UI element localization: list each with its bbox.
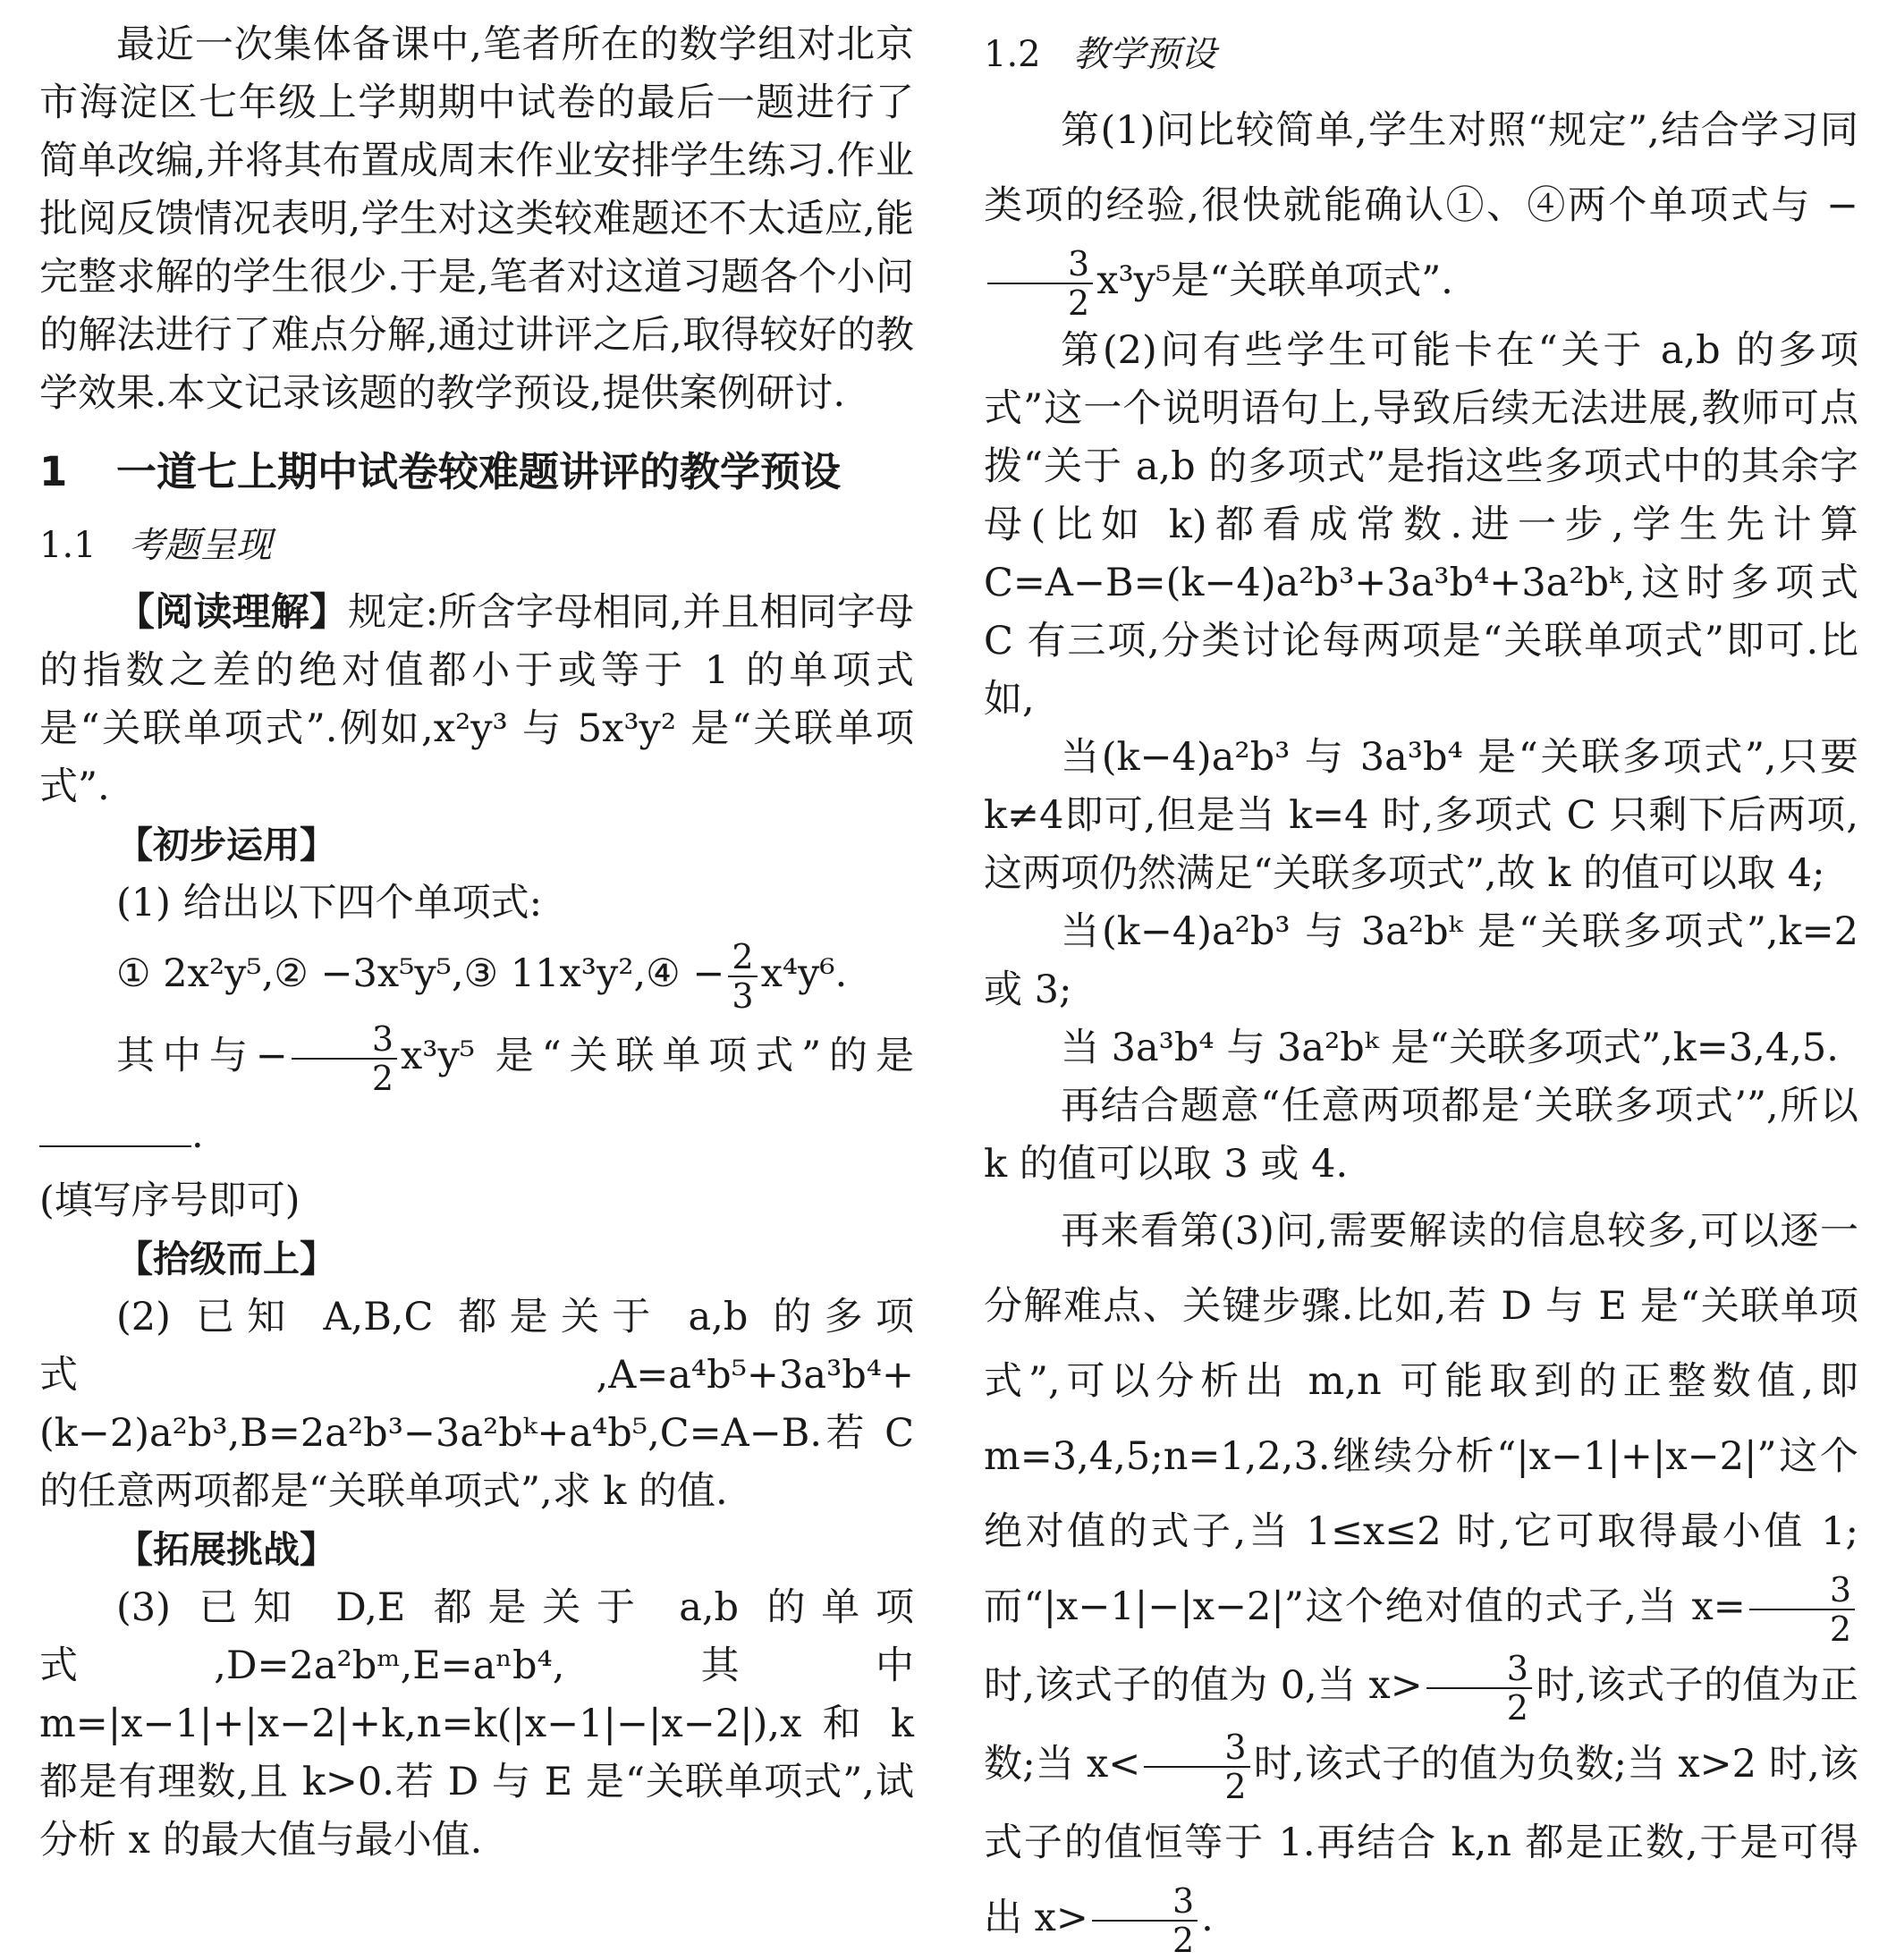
p1-fraction <box>987 245 1093 322</box>
label-apply: 【初步运用】 <box>116 824 336 866</box>
reading-text: 规定:所含字母相同,并且相同字母的指数之差的绝对值都小于或等于 1 的单项式是“关联单项式”.例如,x²y³ 与 5x³y² 是“关联单项式”. <box>39 590 915 809</box>
fraction-numerator: 3 <box>292 1020 397 1060</box>
fraction-numerator: 3 <box>1426 1650 1532 1689</box>
answer-blank <box>39 1110 191 1147</box>
subsection-heading-1-2 <box>984 23 1858 86</box>
q1-ask-a: 其中与− <box>116 1034 288 1078</box>
label-reading: 【阅读理解】 <box>116 590 349 635</box>
p2: 第(2)问有些学生可能卡在“关于 a,b 的多项式”这一个说明语句上,导致后续无法进展,教师可点拨“关于 a,b 的多项式”是指这些多项式中的其余字母(比如 k)都看成常数.进一步,学生先计算 C=A−B=(k−4)a²b³+3a³b⁴+3a²bᵏ,这时多项式 C 有三项,分类讨论每两项是“关联单项式”即可.比如, <box>984 328 1858 722</box>
q1-end: . <box>191 1112 204 1157</box>
p7-e: . <box>1201 1896 1214 1940</box>
fraction-numerator: 3 <box>1749 1571 1855 1610</box>
right-column <box>984 16 1858 1959</box>
subsection-heading-1-1 <box>39 514 914 577</box>
p7-a: 再来看第(3)问,需要解读的信息较多,可以逐一分解难点、关键步骤.比如,若 D 与 E 是“关联单项式”,可以分析出 m,n 可能取到的正整数值,即 m=3,4,5;n=1,2,3.继续分析“|x−1|+|x−2|”这个绝对值的式子,当 1≤x≤2 时,它可取得最小值 1;而“|x−1|−|x−2|”这个绝对值的式子,当 x= <box>984 1209 1858 1629</box>
fraction-denominator: 2 <box>1224 1767 1247 1806</box>
section-title: 一道七上期中试卷较难题讲评的教学预设 <box>116 448 842 495</box>
reading-paragraph <box>39 584 914 816</box>
q1-ask-fraction <box>292 1020 397 1097</box>
p7-fraction-2 <box>1426 1650 1532 1727</box>
q1-items: ① 2x²y⁵,② −3x⁵y⁵,③ 11x³y²,④ − <box>116 951 725 996</box>
p4: 当(k−4)a²b³ 与 3a²bᵏ 是“关联多项式”,k=2 或 3; <box>984 909 1858 1012</box>
q1-fraction <box>728 938 757 1015</box>
q2-text: (2) 已知 A,B,C 都是关于 a,b 的多项式,A=a⁴b⁵+3a³b⁴+(k−2)a²b³,B=2a²b³−3a²bᵏ+a⁴b⁵,C=A−B.若 C 的任意两项都是“关联单项式”,求 k 的值. <box>39 1295 914 1514</box>
p7-fraction-3 <box>1144 1728 1249 1805</box>
p7-fraction-1 <box>1749 1571 1855 1648</box>
p7-b: 时,该式子的值为 0,当 x> <box>984 1663 1423 1708</box>
q1-note: (填写序号即可) <box>39 1179 300 1223</box>
fraction-denominator: 3 <box>732 976 754 1016</box>
subsection-title: 考题呈现 <box>129 525 272 566</box>
section-number: 1 <box>39 448 68 495</box>
p3: 当(k−4)a²b³ 与 3a³b⁴ 是“关联多项式”,只要 k≠4即可,但是当 k=4 时,多项式 C 只剩下后两项,这两项仍然满足“关联多项式”,故 k 的值可以取 4; <box>984 735 1858 896</box>
p1-b: x³y⁵是“关联单项式”. <box>1096 258 1453 303</box>
subsection-number: 1.2 <box>984 34 1041 75</box>
fraction-numerator: 2 <box>728 938 757 977</box>
subsection-title: 教学预设 <box>1073 34 1216 75</box>
fraction-numerator: 3 <box>1092 1882 1198 1922</box>
p7 <box>984 1194 1858 1959</box>
p6: 再结合题意“任意两项都是‘关联多项式’”,所以 k 的值可以取 3 或 4. <box>984 1084 1858 1187</box>
p7-d: 时,该式子的值为负数;当 x>2 时,该式子的值恒等于 1.再结合 k,n 都是正数,于是可得出 x> <box>984 1742 1858 1940</box>
q1-intro: (1) 给出以下四个单项式: <box>116 881 543 925</box>
fraction-numerator: 3 <box>1144 1728 1249 1768</box>
fraction-denominator: 2 <box>1172 1921 1195 1960</box>
section-heading <box>39 439 914 505</box>
intro-paragraph: 最近一次集体备课中,笔者所在的数学组对北京市海淀区七年级上学期期中试卷的最后一题进行了简单改编,并将其布置成周末作业安排学生练习.作业批阅反馈情况表明,学生对这类较难题还不太适应,能完整求解的学生很少.于是,笔者对这道习题各个小问的解法进行了难点分解,通过讲评之后,取得较好的教学效果.本文记录该题的教学预设,提供案例研讨. <box>39 22 914 416</box>
label-extension: 【拓展挑战】 <box>116 1528 336 1571</box>
fraction-numerator: 3 <box>987 245 1093 284</box>
p5: 当 3a³b⁴ 与 3a²bᵏ 是“关联多项式”,k=3,4,5. <box>1061 1026 1839 1070</box>
p7-c: 时,该式子的值为正数;当 x< <box>984 1663 1859 1787</box>
q1-question <box>39 1018 914 1172</box>
q1-ask-b: x³y⁵ 是“关联单项式”的是 <box>401 1034 914 1078</box>
p7-fraction-4 <box>1092 1882 1198 1959</box>
subsection-number: 1.1 <box>39 525 97 566</box>
q1-monomials <box>116 936 914 1015</box>
label-step: 【拾级而上】 <box>116 1238 336 1280</box>
fraction-denominator: 2 <box>1829 1609 1851 1649</box>
fraction-denominator: 2 <box>371 1059 394 1098</box>
p1-a: 第(1)问比较简单,学生对照“规定”,结合学习同类项的经验,很快就能确认①、④两个单项式与 − <box>984 108 1858 228</box>
left-column <box>39 16 914 1870</box>
p1 <box>984 93 1858 322</box>
fraction-denominator: 2 <box>1506 1688 1528 1728</box>
q1-tail: x⁴y⁶. <box>760 951 848 996</box>
q3-text: (3) 已知 D,E 都是关于 a,b 的单项式,D=2a²bᵐ,E=aⁿb⁴,其中 m=|x−1|+|x−2|+k,n=k(|x−1|−|x−2|),x 和 k 都是有理数,且 k>0.若 D 与 E 是“关联单项式”,试分析 x 的最大值与最小值. <box>39 1585 914 1863</box>
fraction-denominator: 2 <box>1068 283 1090 323</box>
